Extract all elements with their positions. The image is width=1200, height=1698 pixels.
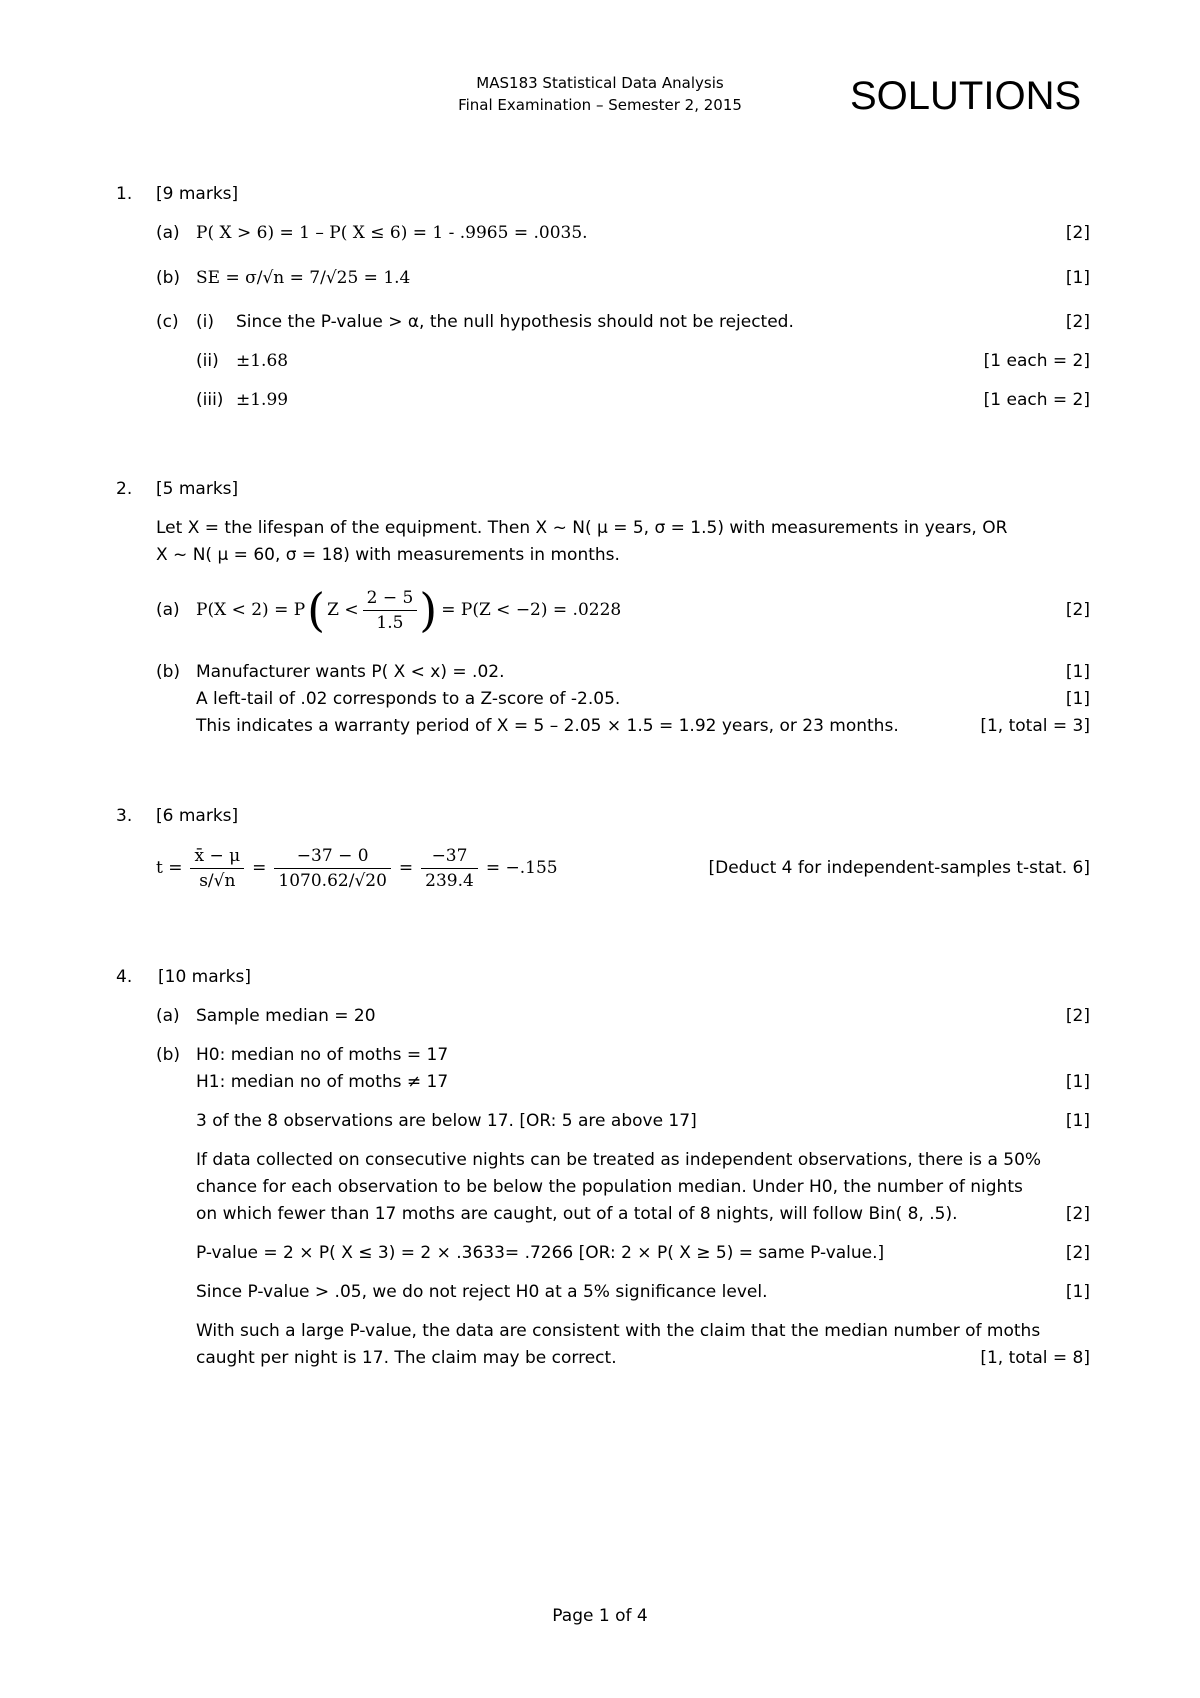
q1b-text: SE = σ/√n = 7/√25 = 1.4 (196, 268, 411, 288)
q4b-pvalue-mark: [2] (1065, 1243, 1090, 1263)
q3-frac2-num: −37 − 0 (274, 844, 391, 869)
q3-note: [Deduct 4 for independent-samples t-stat. 6] (708, 858, 1090, 878)
q3-eq-1: = (252, 858, 267, 878)
q4b-para-line3: on which fewer than 17 moths are caught, out of a total of 8 nights, will follow Bin( 8, .5). (196, 1204, 958, 1224)
q4b-h1: H1: median no of moths ≠ 17 (196, 1072, 449, 1092)
q1c-i-mark: [2] (1065, 312, 1090, 332)
q2a-paren-open: ( (307, 583, 326, 637)
q3-equation (156, 836, 558, 900)
q4b-pvalue: P-value = 2 × P( X ≤ 3) = 2 × .3633= .7266 [OR: 2 × P( X ≥ 5) = same P-value.] (196, 1243, 885, 1263)
q2a-frac-num: 2 − 5 (363, 586, 418, 611)
q2b-mark2: [1] (1065, 689, 1090, 709)
q2a-frac-den: 1.5 (376, 612, 404, 633)
q1c-i-text: Since the P-value > α, the null hypothesis should not be rejected. (236, 312, 794, 332)
q4b-since: Since P-value > .05, we do not reject H0 at a 5% significance level. (196, 1282, 768, 1302)
q4b-h-mark: [1] (1065, 1072, 1090, 1092)
q1a-text: P( X > 6) = 1 – P( X ≤ 6) = 1 - .9965 = .0035. (196, 223, 588, 243)
q1-number: 1. (116, 184, 133, 204)
q1a-label: (a) (156, 223, 180, 243)
q2b-line3: This indicates a warranty period of X = 5 – 2.05 × 1.5 = 1.92 years, or 23 months. (196, 716, 899, 736)
q4b-since-mark: [1] (1065, 1282, 1090, 1302)
q3-frac2-den: 1070.62/√20 (278, 870, 387, 891)
q1c-iii-mark: [1 each = 2] (983, 390, 1090, 410)
q1c-ii-text: ±1.68 (236, 351, 289, 371)
q3-fraction-2 (274, 844, 391, 893)
q2-intro-line1: Let X = the lifespan of the equipment. Then X ~ N( μ = 5, σ = 1.5) with measurements in years, OR (156, 518, 1008, 538)
page-number: Page 1 of 4 (552, 1606, 648, 1626)
q2b-label: (b) (156, 662, 181, 682)
q2-intro-line2: X ~ N( μ = 60, σ = 18) with measurements in months. (156, 545, 620, 565)
q3-fraction-3 (421, 844, 478, 893)
q2a-rhs: = P(Z < −2) = .0228 (441, 600, 622, 620)
q4-marks: [10 marks] (158, 967, 251, 987)
q3-marks: [6 marks] (156, 806, 239, 826)
q4b-observations: 3 of the 8 observations are below 17. [OR: 5 are above 17] (196, 1111, 697, 1131)
q4b-para-mark: [2] (1065, 1204, 1090, 1224)
q3-eq-2: = (398, 858, 414, 878)
q3-fraction-1 (190, 844, 244, 893)
q1c-iii-label: (iii) (196, 390, 224, 410)
q3-frac3-num: −37 (421, 844, 478, 869)
q3-frac1-den: s/√n (199, 870, 236, 891)
q3-frac1-num: x̄ − μ (190, 844, 244, 869)
q4b-label: (b) (156, 1045, 181, 1065)
q3-t-eq: t = (156, 858, 183, 878)
q2-number: 2. (116, 479, 133, 499)
q1b-label: (b) (156, 268, 181, 288)
q4b-conclusion-line1: With such a large P-value, the data are consistent with the claim that the median number of moths (196, 1321, 1041, 1341)
header-exam: Final Examination – Semester 2, 2015 (458, 96, 742, 114)
page-title: SOLUTIONS (850, 74, 1082, 118)
q1-marks: [9 marks] (156, 184, 239, 204)
q1a-mark: [2] (1065, 223, 1090, 243)
q2a-equation (196, 578, 621, 642)
q1b-mark: [1] (1065, 268, 1090, 288)
q2b-line2: A left-tail of .02 corresponds to a Z-score of -2.05. (196, 689, 621, 709)
q2a-z: Z < (327, 600, 359, 620)
q4b-conclusion-mark: [1, total = 8] (980, 1348, 1090, 1368)
q2b-mark3: [1, total = 3] (980, 716, 1090, 736)
q2b-mark1: [1] (1065, 662, 1090, 682)
q1c-iii-text: ±1.99 (236, 390, 289, 410)
q3-result: = −.155 (485, 858, 558, 878)
q1c-label: (c) (156, 312, 179, 332)
q2a-label: (a) (156, 600, 180, 620)
q3-number: 3. (116, 806, 133, 826)
q2a-lhs: P(X < 2) = P (196, 600, 306, 620)
q4b-para-line2: chance for each observation to be below the population median. Under H0, the number of nights (196, 1177, 1023, 1197)
q1c-ii-label: (ii) (196, 351, 219, 371)
q2a-mark: [2] (1065, 600, 1090, 620)
q2-marks: [5 marks] (156, 479, 239, 499)
q3-frac3-den: 239.4 (425, 870, 474, 891)
q2b-line1: Manufacturer wants P( X < x) = .02. (196, 662, 505, 682)
q1c-i-label: (i) (196, 312, 214, 332)
q4a-mark: [2] (1065, 1006, 1090, 1026)
q4a-text: Sample median = 20 (196, 1006, 376, 1026)
q2a-paren-close: ) (419, 583, 438, 637)
q2a-fraction (363, 586, 418, 635)
q4b-para-line1: If data collected on consecutive nights can be treated as independent observations, there is a 50% (196, 1150, 1042, 1170)
q4b-conclusion-line2: caught per night is 17. The claim may be correct. (196, 1348, 617, 1368)
header-course: MAS183 Statistical Data Analysis (476, 74, 724, 92)
q4a-label: (a) (156, 1006, 180, 1026)
q4b-obs-mark: [1] (1065, 1111, 1090, 1131)
q1c-ii-mark: [1 each = 2] (983, 351, 1090, 371)
q4-number: 4. (116, 967, 133, 987)
q4b-h0: H0: median no of moths = 17 (196, 1045, 449, 1065)
